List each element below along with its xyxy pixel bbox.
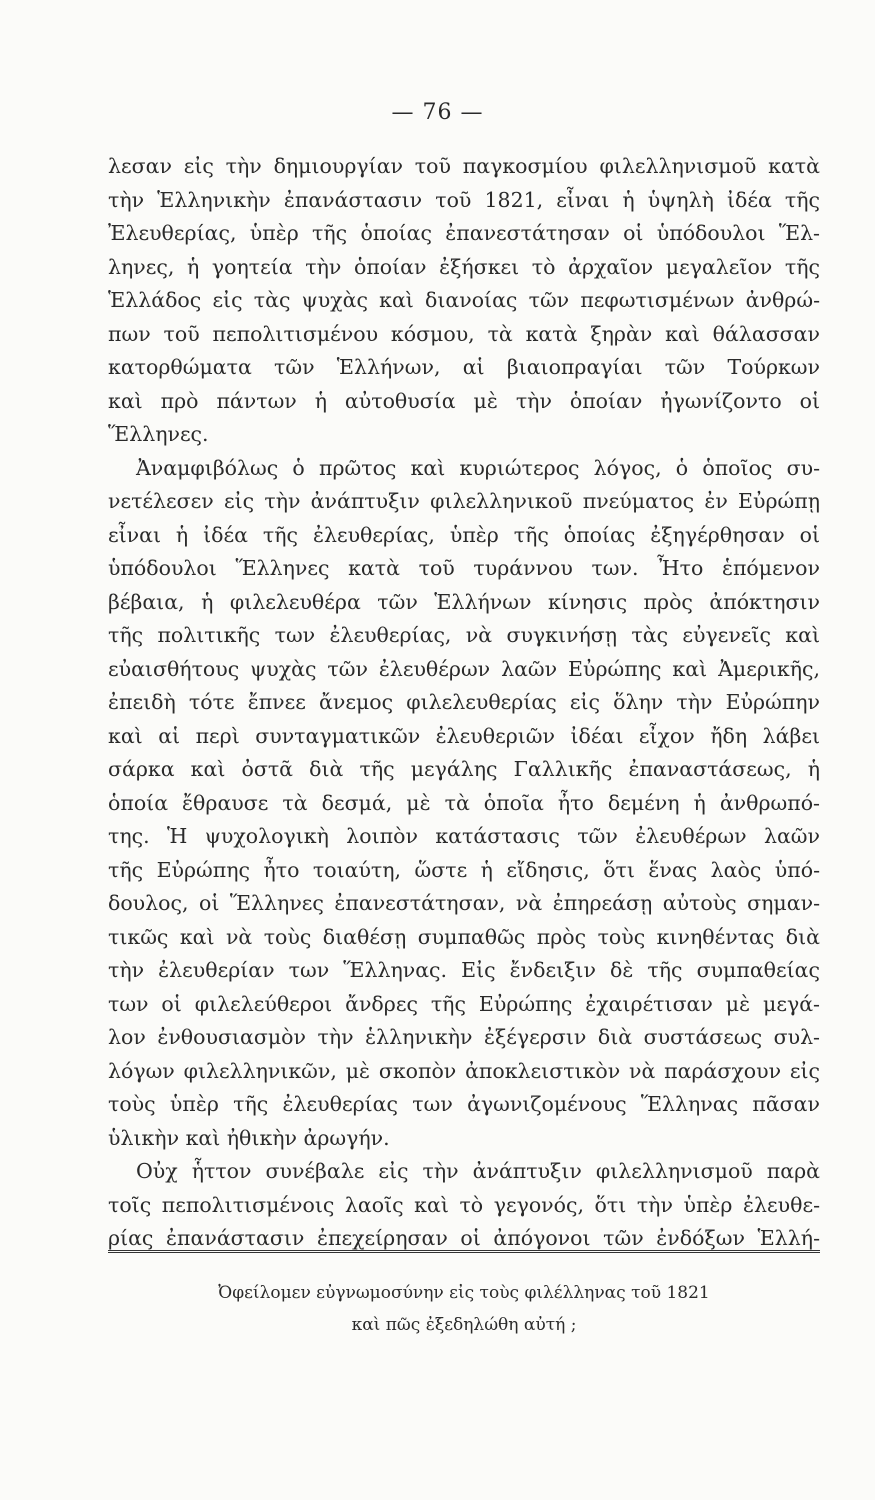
footnote-divider (108, 1250, 820, 1253)
text-line: τοῖς πεπολιτισμένοις λαοῖς καὶ τὸ γεγονός, ὅτι τὴν ὑπὲρ ἐλευθε- (108, 1192, 820, 1217)
text-line: τῆς πολιτικῆς των ἐλευθερίας, νὰ συγκινήσῃ τὰς εὐγενεῖς καὶ (108, 623, 820, 647)
text-line: καὶ αἱ περὶ συνταγματικῶν ἐλευθεριῶν ἰδέαι εἶχον ἤδη λάβει (108, 723, 820, 748)
text-line: ληνες, ἡ γοητεία τὴν ὁποίαν ἐξήσκει τὸ ἀρχαῖον μεγαλεῖον τῆς (108, 254, 820, 279)
text-line: ὁποία ἔθραυσε τὰ δεσμά, μὲ τὰ ὁποῖα ἦτο δεμένη ἡ ἀνθρωπό- (108, 790, 820, 815)
text-line: της. Ἡ ψυχολογικὴ λοιπὸν κατάστασις τῶν ἐλευθέρων λαῶν (108, 824, 820, 848)
text-line: καὶ πρὸ πάντων ἡ αὐτοθυσία μὲ τὴν ὁποίαν ἠγωνίζοντο οἱ (108, 388, 820, 413)
text-line: Ἀναμφιβόλως ὁ πρῶτος καὶ κυριώτερος λόγος, ὁ ὁποῖος συ- (136, 455, 820, 480)
text-line: τῆς Εὐρώπης ἦτο τοιαύτη, ὥστε ἡ εἴδησις, ὅτι ἕνας λαὸς ὑπό- (108, 857, 820, 882)
text-line: τοὺς ὑπὲρ τῆς ἐλευθερίας των ἀγωνιζομένους Ἕλληνας πᾶσαν (108, 1092, 820, 1116)
text-line: βέβαια, ἡ φιλελευθέρα τῶν Ἑλλήνων κίνησις πρὸς ἀπόκτησιν (108, 589, 820, 614)
text-line: εὐαισθήτους ψυχὰς τῶν ἐλευθέρων λαῶν Εὐρώπης καὶ Ἀμερικῆς, (108, 656, 820, 681)
text-line: λεσαν εἰς τὴν δημιουργίαν τοῦ παγκοσμίου φιλελληνισμοῦ κατὰ (108, 154, 820, 178)
text-line: Ἐλευθερίας, ὑπὲρ τῆς ὁποίας ἐπανεστάτησαν οἱ ὑπόδουλοι Ἕλ- (108, 221, 820, 245)
text-line: ἐπειδὴ τότε ἔπνεε ἄνεμος φιλελευθερίας εἰς ὅλην τὴν Εὐρώπην (108, 690, 820, 714)
text-line: πων τοῦ πεπολιτισμένου κόσμου, τὰ κατὰ ξηρὰν καὶ θάλασσαν (108, 321, 820, 346)
text-line: Οὐχ ἧττον συνέβαλε εἰς τὴν ἀνάπτυξιν φιλελληνισμοῦ παρὰ (136, 1159, 820, 1183)
text-line: τὴν ἐλευθερίαν των Ἕλληνας. Εἰς ἔνδειξιν δὲ τῆς συμπαθείας (108, 958, 820, 982)
text-line: κατορθώματα τῶν Ἑλλήνων, αἱ βιαιοπραγίαι τῶν Τούρκων (108, 355, 820, 379)
text-line: νετέλεσεν εἰς τὴν ἀνάπτυξιν φιλελληνικοῦ πνεύματος ἐν Εὐρώπῃ (108, 489, 820, 513)
footnote-line: καὶ πῶς ἐξεδηλώθη αὐτή ; (351, 1315, 577, 1335)
text-line: ρίας ἐπανάστασιν ἐπεχείρησαν οἱ ἀπόγονοι τῶν ἐνδόξων Ἑλλή- (108, 1226, 820, 1250)
text-line: τὴν Ἑλληνικὴν ἐπανάστασιν τοῦ 1821, εἶναι ἡ ὑψηλὴ ἰδέα τῆς (108, 187, 820, 212)
text-line: Ἑλλάδος εἰς τὰς ψυχὰς καὶ διανοίας τῶν πεφωτισμένων ἀνθρώ- (108, 288, 820, 312)
text-line: λον ἐνθουσιασμὸν τὴν ἑλληνικὴν ἐξέγερσιν διὰ συστάσεως συλ- (108, 1025, 820, 1049)
text-line: ὑλικὴν καὶ ἠθικὴν ἀρωγήν. (108, 1125, 390, 1150)
body-text (108, 150, 820, 1256)
text-line: τικῶς καὶ νὰ τοὺς διαθέσῃ συμπαθῶς πρὸς τοὺς κινηθέντας διὰ (108, 924, 820, 949)
text-line: δουλος, οἱ Ἕλληνες ἐπανεστάτησαν, νὰ ἐπηρεάσῃ αὐτοὺς σημαν- (108, 891, 820, 915)
text-line: Ἕλληνες. (108, 422, 209, 446)
text-line: εἶναι ἡ ἰδέα τῆς ἐλευθερίας, ὑπὲρ τῆς ὁποίας ἐξηγέρθησαν οἱ (108, 522, 820, 547)
page-number: — 76 — (391, 100, 484, 125)
text-line: σάρκα καὶ ὀστᾶ διὰ τῆς μεγάλης Γαλλικῆς ἐπαναστάσεως, ἡ (108, 757, 820, 781)
text-line: των οἱ φιλελεύθεροι ἄνδρες τῆς Εὐρώπης ἐχαιρέτισαν μὲ μεγά- (108, 991, 820, 1016)
footnote-line: Ὀφείλομεν εὐγνωμοσύνην εἰς τοὺς φιλέλληνας τοῦ 1821 (218, 1283, 710, 1303)
text-line: λόγων φιλελληνικῶν, μὲ σκοπὸν ἀποκλειστικὸν νὰ παράσχουν εἰς (108, 1058, 820, 1083)
text-line: ὑπόδουλοι Ἕλληνες κατὰ τοῦ τυράννου των. Ἦτο ἑπόμενον (108, 556, 820, 580)
footnote (108, 1277, 820, 1341)
